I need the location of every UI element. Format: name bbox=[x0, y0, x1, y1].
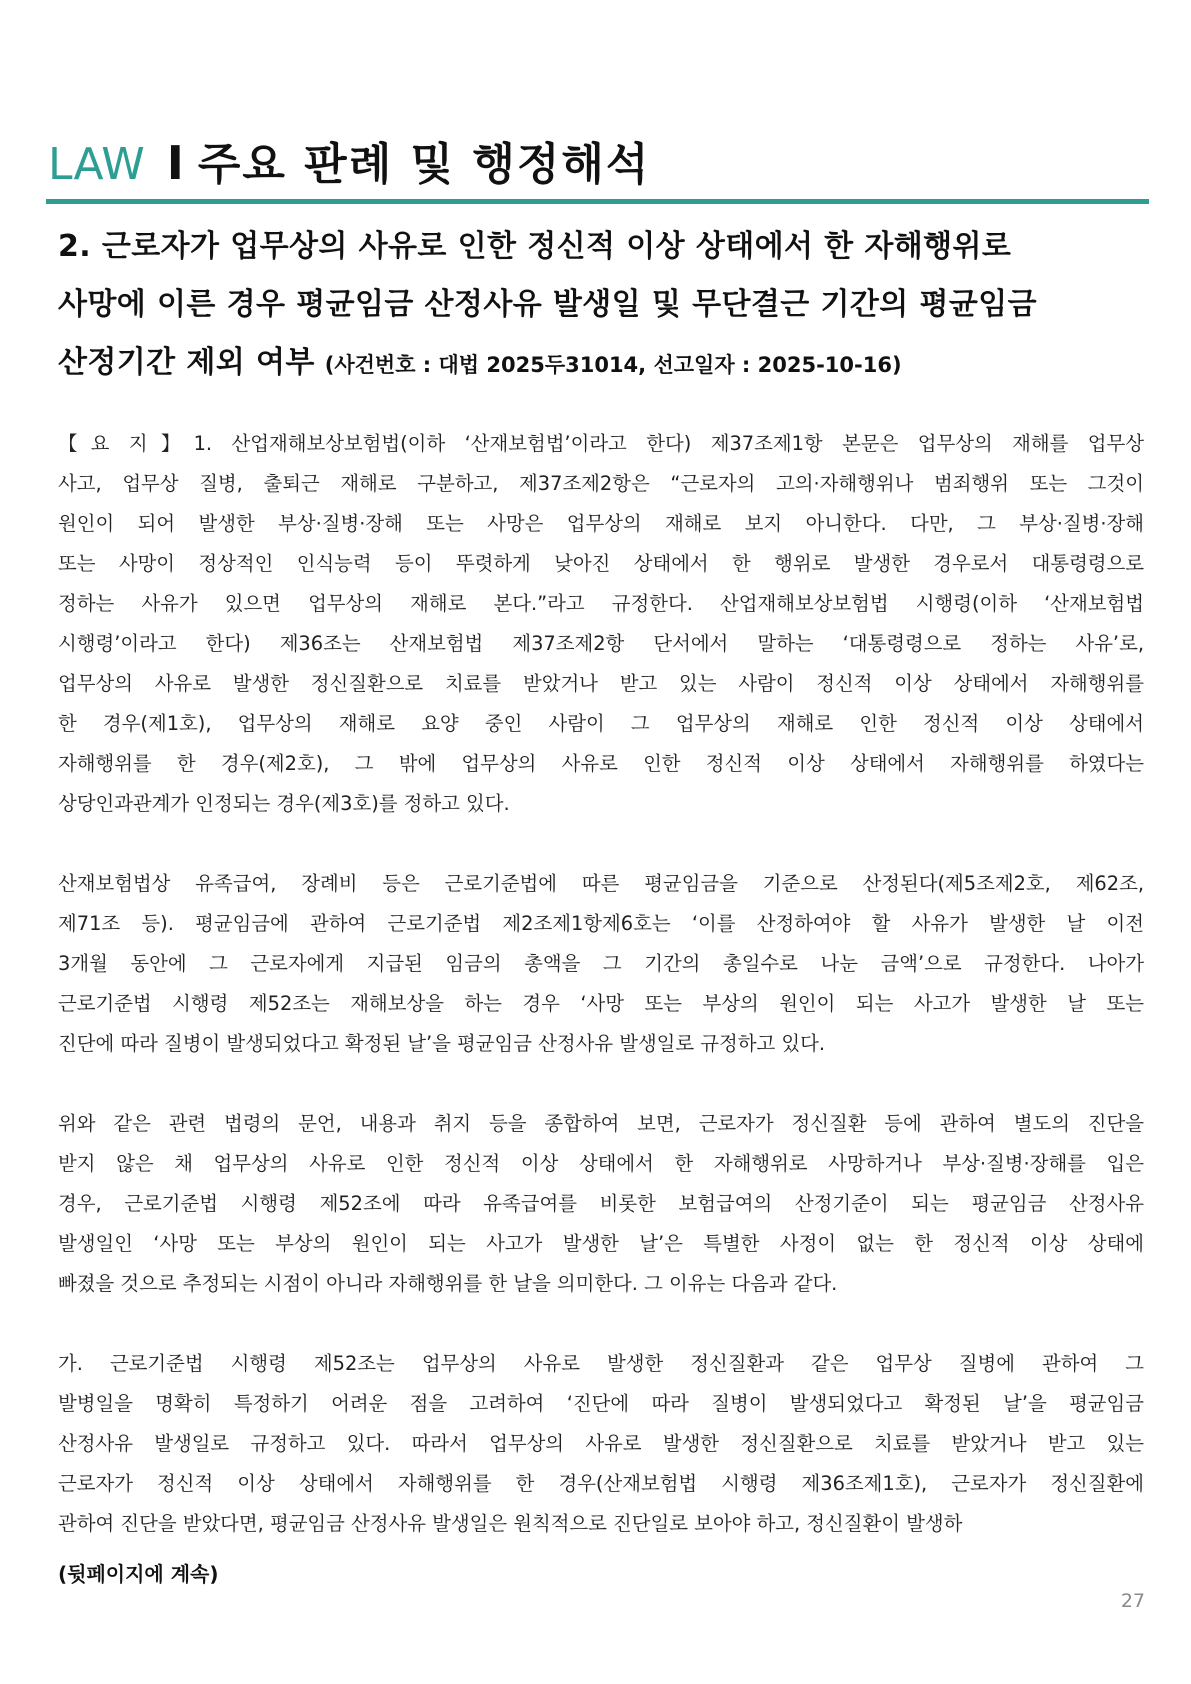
case-title-line bbox=[58, 334, 1148, 394]
paragraph-line: 정하는 사유가 있으면 업무상의 재해로 본다.”라고 규정한다. 산업재해보상보험법 시행령(이하 ‘산재보험법 bbox=[58, 592, 1144, 615]
page-number: 27 bbox=[1120, 1590, 1145, 1612]
paragraph-line: 업무상의 사유로 발생한 정신질환으로 치료를 받았거나 받고 있는 사람이 정신적 이상 상태에서 자해행위를 bbox=[58, 672, 1144, 695]
paragraph-line: 발병일을 명확히 특정하기 어려운 점을 고려하여 ‘진단에 따라 질병이 발생되었다고 확정된 날’을 평균임금 bbox=[58, 1392, 1144, 1415]
case-title-line-text: 산정기간 제외 여부 bbox=[58, 345, 315, 380]
paragraph-line: 관하여 진단을 받았다면, 평균임금 산정사유 발생일은 원칙적으로 진단일로 보아야 하고, 정신질환이 발생하 bbox=[58, 1512, 963, 1535]
case-title-line: 2. 근로자가 업무상의 사유로 인한 정신적 이상 상태에서 한 자해행위로 bbox=[58, 229, 1012, 264]
case-meta: (사건번호 : 대법 2025두31014, 선고일자 : 2025-10-16) bbox=[324, 353, 902, 377]
paragraph-line: 근로기준법 시행령 제52조는 재해보상을 하는 경우 ‘사망 또는 부상의 원인이 되는 사고가 발생한 날 또는 bbox=[58, 992, 1144, 1015]
paragraph-line: 진단에 따라 질병이 발생되었다고 확정된 날’을 평균임금 산정사유 발생일로 규정하고 있다. bbox=[58, 1032, 826, 1055]
paragraph-gap bbox=[58, 1304, 1144, 1344]
paragraph-line: 가. 근로기준법 시행령 제52조는 업무상의 사유로 발생한 정신질환과 같은 업무상 질병에 관하여 그 bbox=[58, 1352, 1144, 1375]
paragraph-line: 산재보험법상 유족급여, 장례비 등은 근로기준법에 따른 평균임금을 기준으로 산정된다(제5조제2호, 제62조, bbox=[58, 872, 1144, 895]
paragraph-line: 3개월 동안에 그 근로자에게 지급된 임금의 총액을 그 기간의 총일수로 나눈 금액’으로 규정한다. 나아가 bbox=[58, 952, 1144, 975]
paragraph-line: 자해행위를 한 경우(제2호), 그 밖에 업무상의 사유로 인한 정신적 이상 상태에서 자해행위를 하였다는 bbox=[58, 752, 1144, 775]
document-body bbox=[58, 424, 1144, 1544]
paragraph-line: 근로자가 정신적 이상 상태에서 자해행위를 한 경우(산재보험법 시행령 제36조제1호), 근로자가 정신질환에 bbox=[58, 1472, 1144, 1495]
case-title bbox=[58, 218, 1148, 394]
paragraph-line: 또는 사망이 정상적인 인식능력 등이 뚜렷하게 낮아진 상태에서 한 행위로 발생한 경우로서 대통령령으로 bbox=[58, 552, 1144, 575]
paragraph-line: 제71조 등). 평균임금에 관하여 근로기준법 제2조제1항제6호는 ‘이를 산정하여야 할 사유가 발생한 날 이전 bbox=[58, 912, 1144, 935]
paragraph bbox=[58, 424, 1144, 824]
paragraph-line: 시행령’이라고 한다) 제36조는 산재보험법 제37조제2항 단서에서 말하는 ‘대통령령으로 정하는 사유’로, bbox=[58, 632, 1144, 655]
paragraph-line: 경우, 근로기준법 시행령 제52조에 따라 유족급여를 비롯한 보험급여의 산정기준이 되는 평균임금 산정사유 bbox=[58, 1192, 1144, 1215]
paragraph-line: 한 경우(제1호), 업무상의 재해로 요양 중인 사람이 그 업무상의 재해로 인한 정신적 이상 상태에서 bbox=[58, 712, 1144, 735]
paragraph-line: 빠졌을 것으로 추정되는 시점이 아니라 자해행위를 한 날을 의미한다. 그 이유는 다음과 같다. bbox=[58, 1272, 838, 1295]
paragraph-line: 사고, 업무상 질병, 출퇴근 재해로 구분하고, 제37조제2항은 “근로자의 고의·자해행위나 범죄행위 또는 그것이 bbox=[58, 472, 1144, 495]
paragraph bbox=[58, 864, 1144, 1064]
brand-label: LAW bbox=[48, 139, 145, 190]
paragraph-line: 【요 지】1. 산업재해보상보험법(이하 ‘산재보험법’이라고 한다) 제37조제1항 본문은 업무상의 재해를 업무상 bbox=[58, 432, 1144, 455]
section-header bbox=[48, 128, 1148, 192]
paragraph-gap bbox=[58, 1064, 1144, 1104]
paragraph-line: 발생일인 ‘사망 또는 부상의 원인이 되는 사고가 발생한 날’은 특별한 사정이 없는 한 정신적 이상 상태에 bbox=[58, 1232, 1144, 1255]
paragraph-line: 상당인과관계가 인정되는 경우(제3호)를 정하고 있다. bbox=[58, 792, 510, 815]
paragraph-line: 원인이 되어 발생한 부상·질병·장해 또는 사망은 업무상의 재해로 보지 아니한다. 다만, 그 부상·질병·장해 bbox=[58, 512, 1144, 535]
continued-note: (뒷페이지에 계속) bbox=[58, 1562, 219, 1586]
paragraph bbox=[58, 1344, 1144, 1544]
paragraph-line: 받지 않은 채 업무상의 사유로 인한 정신적 이상 상태에서 한 자해행위로 사망하거나 부상·질병·장해를 입은 bbox=[58, 1152, 1144, 1175]
paragraph-gap bbox=[58, 824, 1144, 864]
paragraph-line: 산정사유 발생일로 규정하고 있다. 따라서 업무상의 사유로 발생한 정신질환으로 치료를 받았거나 받고 있는 bbox=[58, 1432, 1144, 1455]
paragraph bbox=[58, 1104, 1144, 1304]
section-title: 주요 판례 및 행정해석 bbox=[197, 139, 651, 190]
paragraph-line: 위와 같은 관련 법령의 문언, 내용과 취지 등을 종합하여 보면, 근로자가 정신질환 등에 관하여 별도의 진단을 bbox=[58, 1112, 1144, 1135]
header-rule bbox=[46, 199, 1149, 204]
header-separator: I bbox=[166, 136, 184, 190]
case-title-line: 사망에 이른 경우 평균임금 산정사유 발생일 및 무단결근 기간의 평균임금 bbox=[58, 287, 1037, 322]
